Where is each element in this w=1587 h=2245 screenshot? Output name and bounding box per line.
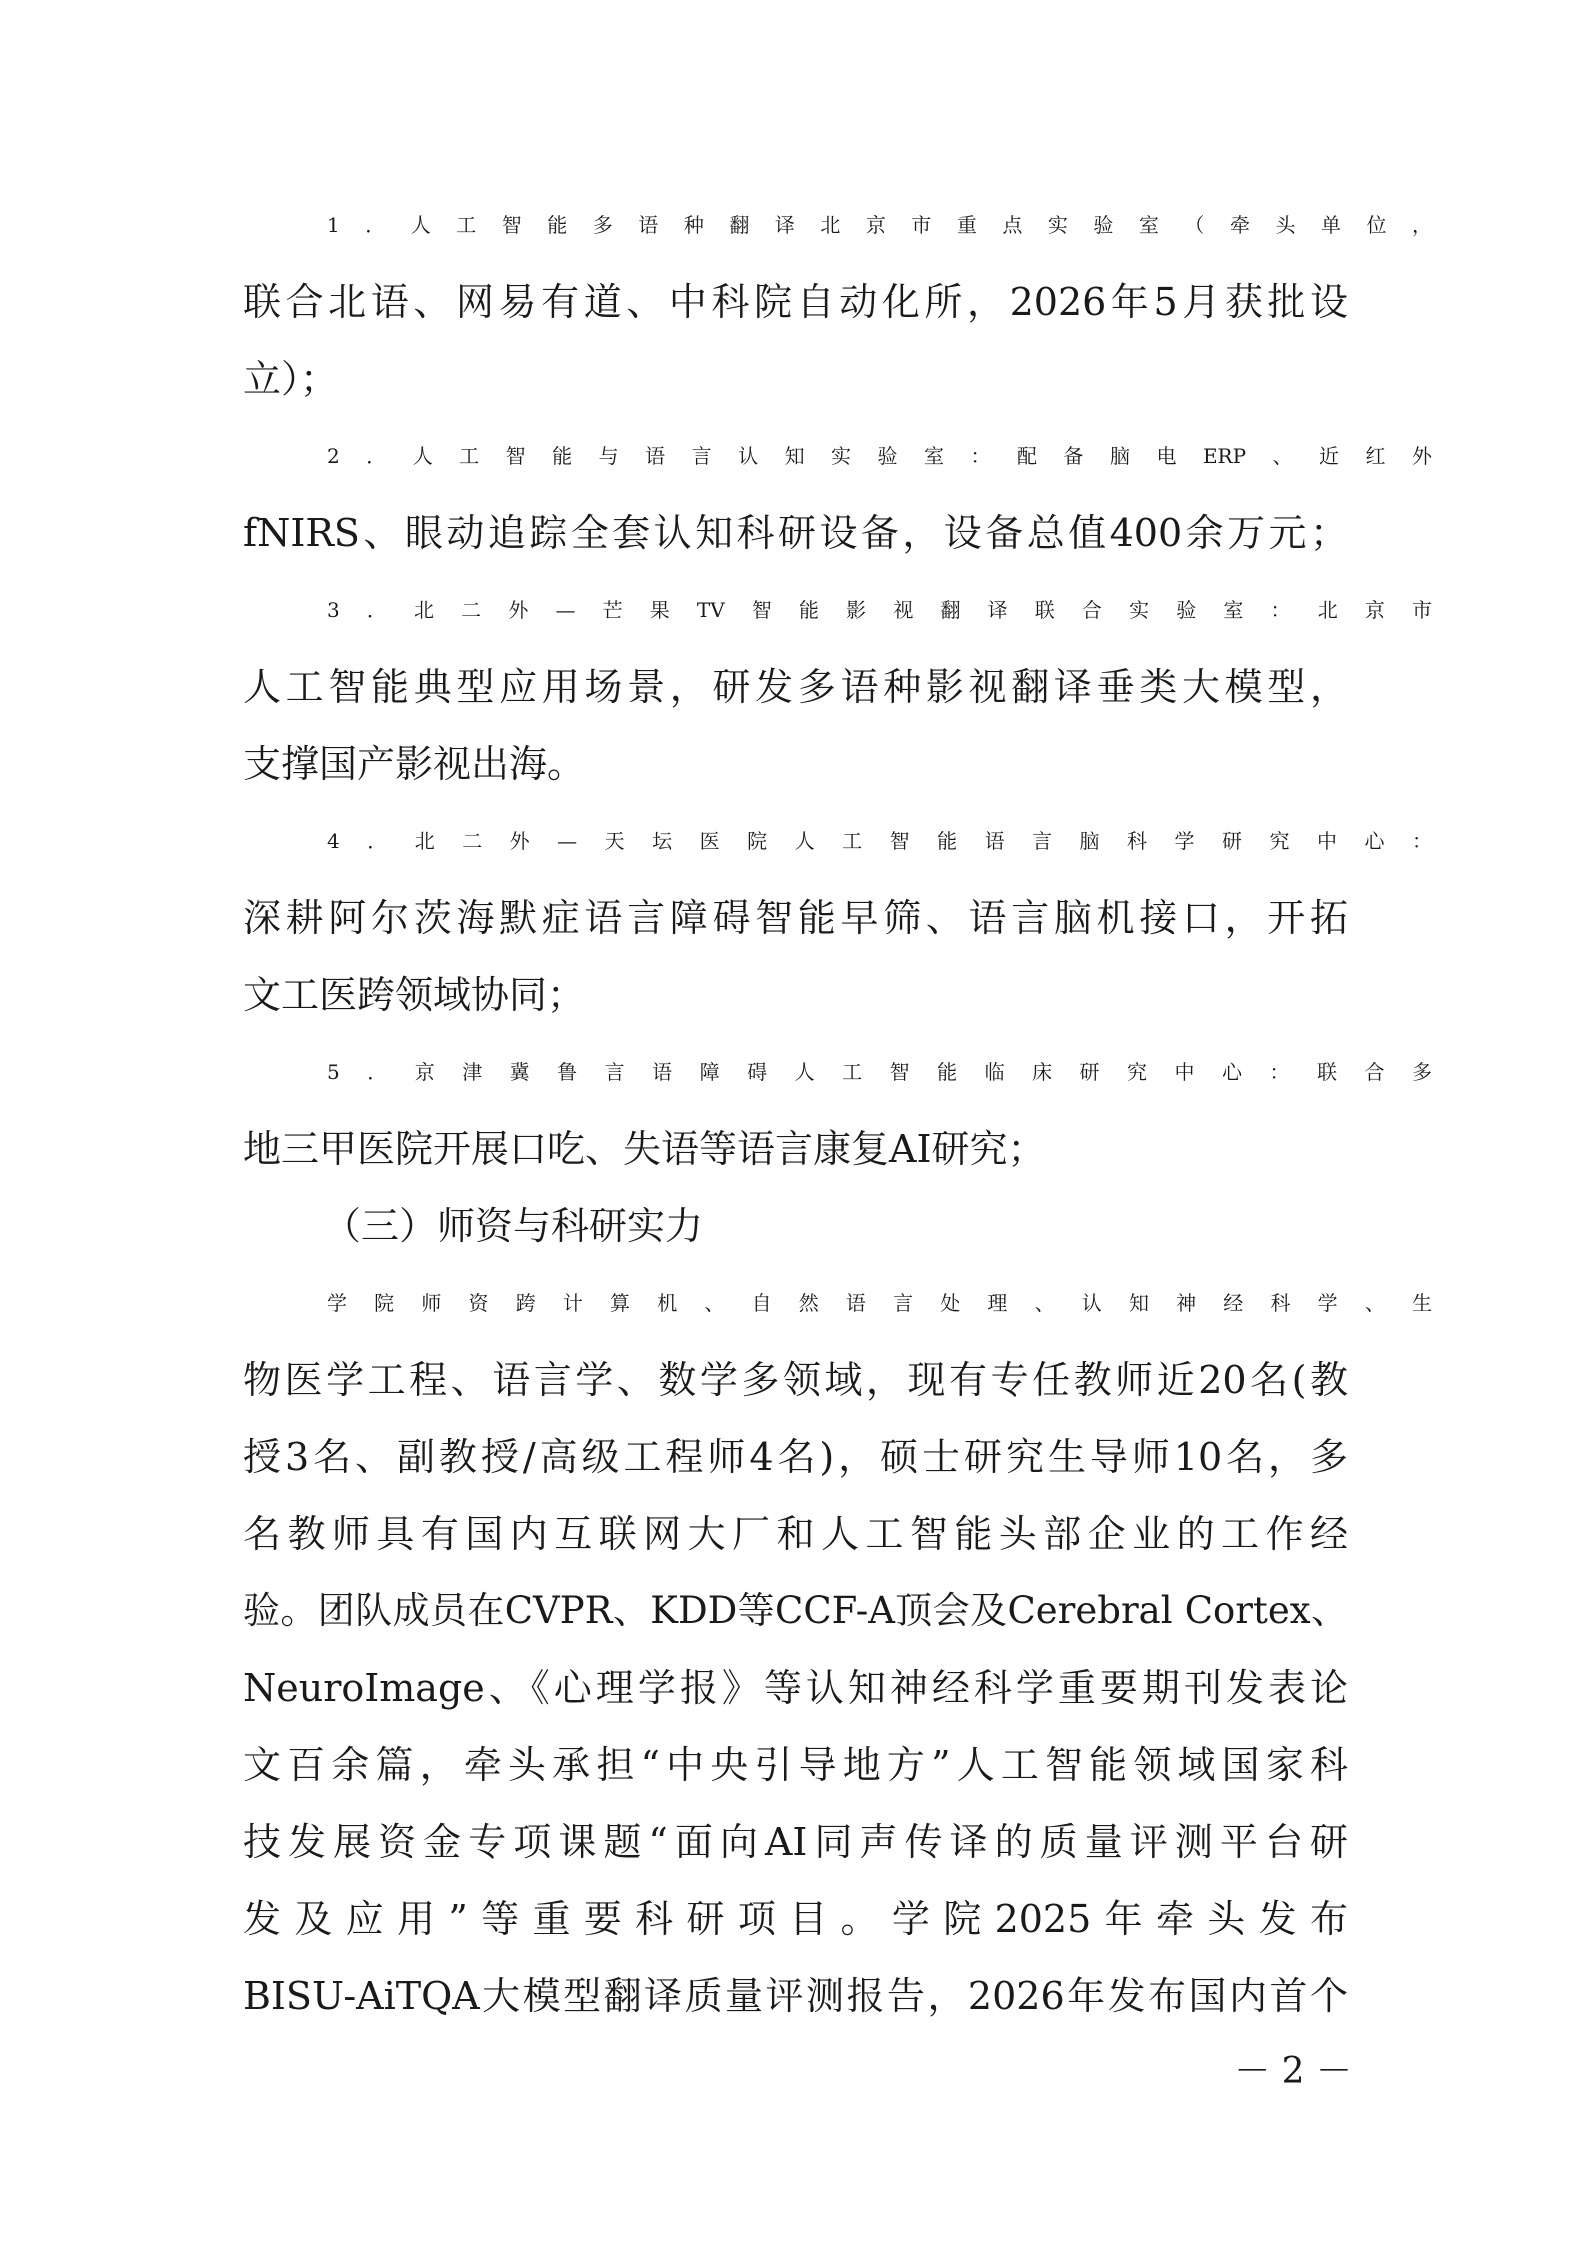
body-line: 联合北语、网易有道、中科院自动化所，2026年5月获批设: [243, 280, 1348, 324]
body-line: 学院师资跨计算机、自然语言处理、认知神经科学、生: [327, 1291, 1432, 1315]
body-line: NeuroImage、《心理学报》等认知神经科学重要期刊发表论: [243, 1666, 1348, 1710]
body-line: 1．人工智能多语种翻译北京市重点实验室（牵头单位，: [327, 213, 1432, 237]
body-line: 验。团队成员在CVPR、KDD等CCF-A顶会及Cerebral Cortex、: [243, 1589, 1348, 1632]
body-line: 3．北二外—芒果TV智能影视翻译联合实验室：北京市: [327, 598, 1432, 622]
body-line: 发及应用”等重要科研项目。学院2025年牵头发布: [243, 1897, 1348, 1941]
body-line: 深耕阿尔茨海默症语言障碍智能早筛、语言脑机接口，开拓: [243, 896, 1348, 940]
body-line: 文工医跨领域协同；: [243, 973, 586, 1017]
body-line: BISU-AiTQA大模型翻译质量评测报告，2026年发布国内首个: [243, 1974, 1348, 2018]
body-line: fNIRS、眼动追踪全套认知科研设备，设备总值400余万元；: [243, 511, 1348, 555]
body-line: 名教师具有国内互联网大厂和人工智能头部企业的工作经: [243, 1512, 1348, 1556]
body-line: 5．京津冀鲁言语障碍人工智能临床研究中心：联合多: [327, 1060, 1432, 1084]
section-heading: （三）师资与科研实力: [323, 1204, 704, 1248]
body-line: 文百余篇，牵头承担“中央引导地方”人工智能领域国家科: [243, 1743, 1348, 1787]
body-line: 立）；: [243, 357, 339, 401]
body-line: 技发展资金专项课题“面向AI同声传译的质量评测平台研: [243, 1820, 1348, 1864]
body-line: 物医学工程、语言学、数学多领域，现有专任教师近20名(教: [243, 1358, 1348, 1402]
body-line: 支撑国产影视出海。: [243, 742, 586, 786]
body-line: 2．人工智能与语言认知实验室：配备脑电ERP、近红外: [327, 444, 1432, 468]
document-body: [243, 206, 1432, 2054]
page-number: － 2 －: [1234, 2051, 1352, 2092]
body-line: 地三甲医院开展口吃、失语等语言康复AI研究；: [243, 1127, 1046, 1171]
body-line: 4．北二外—天坛医院人工智能语言脑科学研究中心：: [327, 829, 1432, 853]
body-line: 人工智能典型应用场景，研发多语种影视翻译垂类大模型，: [243, 665, 1348, 709]
body-line: 授3名、副教授/高级工程师4名)，硕士研究生导师10名，多: [243, 1435, 1348, 1479]
